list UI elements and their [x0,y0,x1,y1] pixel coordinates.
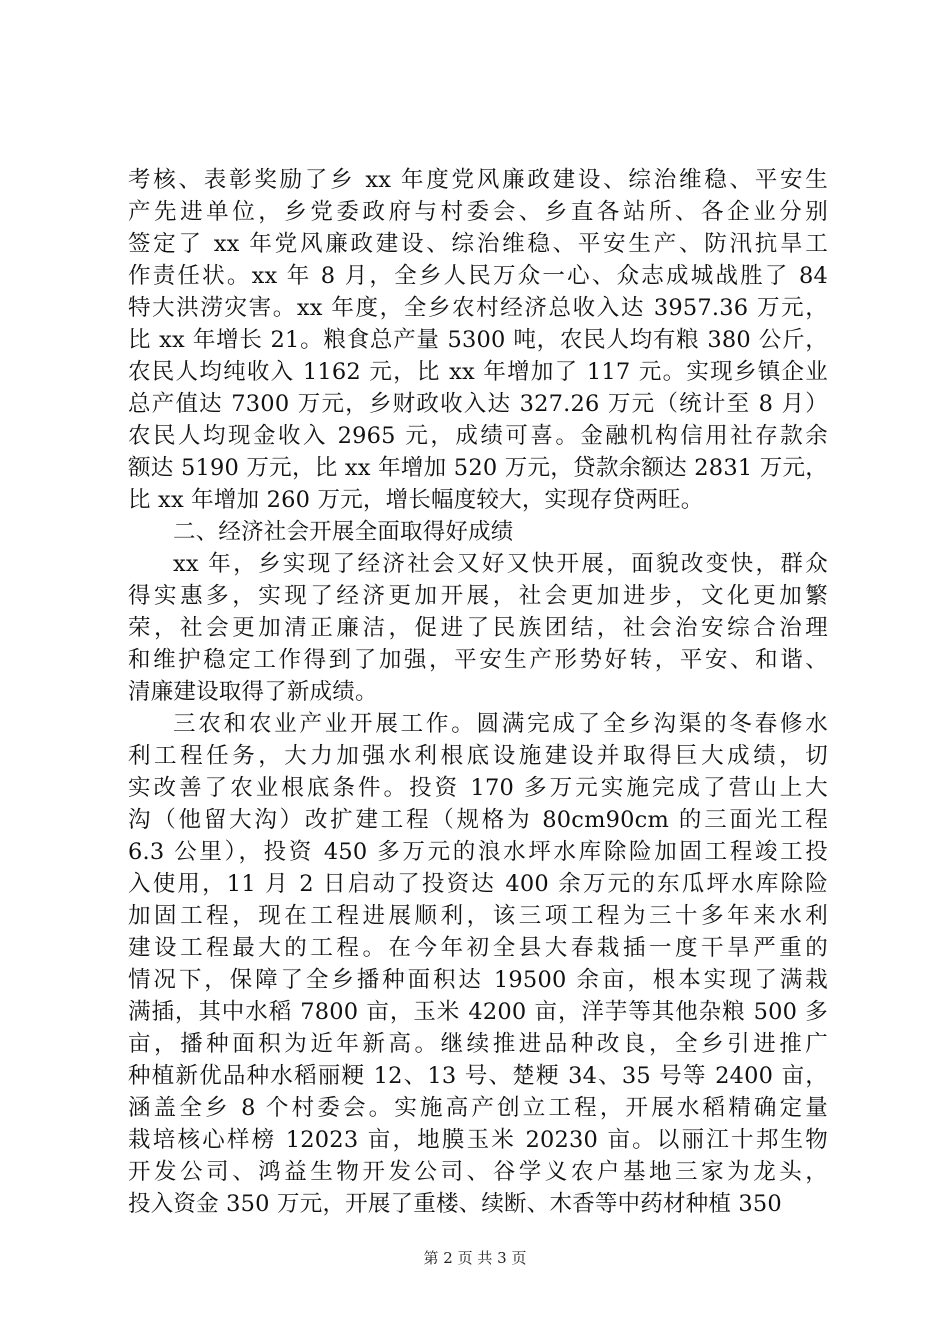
body-text [128,164,828,1220]
text-line: 总产值达 7300 万元，乡财政收入达 327.26 万元（统计至 8 月） [128,391,828,417]
text-line: 特大洪涝灾害。xx 年度，全乡农村经济总收入达 3957.36 万元， [128,295,828,321]
text-line: 种植新优品种水稻丽粳 12、13 号、楚粳 34、35 号等 2400 亩， [128,1063,828,1089]
text-line: 满插，其中水稻 7800 亩，玉米 4200 亩，洋芋等其他杂粮 500 多 [128,999,828,1025]
text-line: 建设工程最大的工程。在今年初全县大春栽插一度干旱严重的 [128,935,828,961]
text-line: 利工程任务，大力加强水利根底设施建设并取得巨大成绩，切 [128,743,828,769]
text-line: 三农和农业产业开展工作。圆满完成了全乡沟渠的冬春修水 [173,711,828,737]
text-line: 投入资金 350 万元，开展了重楼、续断、木香等中药材种植 350 [128,1191,782,1217]
text-line: 开发公司、鸿益生物开发公司、谷学义农户基地三家为龙头， [128,1159,828,1185]
text-line: 产先进单位，乡党委政府与村委会、乡直各站所、各企业分别 [128,199,828,225]
text-line: 作责任状。xx 年 8 月，全乡人民万众一心、众志成城战胜了 84 [128,263,828,289]
text-line: 额达 5190 万元，比 xx 年增加 520 万元，贷款余额达 2831 万元， [128,455,828,481]
text-line: 签定了 xx 年党风廉政建设、综治维稳、平安生产、防汛抗旱工 [128,231,828,257]
text-line: 实改善了农业根底条件。投资 170 多万元实施完成了营山上大 [128,775,828,801]
page-footer: 第 2 页 共 3 页 [423,1249,527,1267]
text-line: 考核、表彰奖励了乡 xx 年度党风廉政建设、综治维稳、平安生 [128,167,828,193]
text-line: 栽培核心样榜 12023 亩，地膜玉米 20230 亩。以丽江十邦生物 [128,1127,828,1153]
text-line: xx 年，乡实现了经济社会又好又快开展，面貌改变快，群众 [173,551,828,577]
text-line: 荣，社会更加清正廉洁，促进了民族团结，社会治安综合治理 [128,615,828,641]
text-line: 清廉建设取得了新成绩。 [128,679,378,705]
text-line: 入使用，11 月 2 日启动了投资达 400 余万元的东瓜坪水库除险 [128,871,828,897]
text-line: 亩，播种面积为近年新高。继续推进品种改良，全乡引进推广 [128,1031,828,1057]
section-heading: 二、经济社会开展全面取得好成绩 [173,519,514,545]
text-line: 涵盖全乡 8 个村委会。实施高产创立工程，开展水稻精确定量 [128,1095,828,1121]
text-line: 农民人均现金收入 2965 元，成绩可喜。金融机构信用社存款余 [128,423,828,449]
text-line: 加固工程，现在工程进展顺利，该三项工程为三十多年来水利 [128,903,828,929]
text-line: 6.3 公里），投资 450 多万元的浪水坪水库除险加固工程竣工投 [128,839,828,865]
text-line: 沟（他留大沟）改扩建工程（规格为 80cm90cm 的三面光工程 [128,807,828,833]
text-line: 比 xx 年增加 260 万元，增长幅度较大，实现存贷两旺。 [128,487,704,513]
text-line: 比 xx 年增长 21。粮食总产量 5300 吨，农民人均有粮 380 公斤， [128,327,828,353]
text-line: 得实惠多，实现了经济更加开展，社会更加进步，文化更加繁 [128,583,828,609]
text-line: 和维护稳定工作得到了加强，平安生产形势好转，平安、和谐、 [128,647,828,673]
text-line: 农民人均纯收入 1162 元，比 xx 年增加了 117 元。实现乡镇企业 [128,359,828,385]
text-line: 情况下，保障了全乡播种面积达 19500 余亩，根本实现了满栽 [128,967,828,993]
